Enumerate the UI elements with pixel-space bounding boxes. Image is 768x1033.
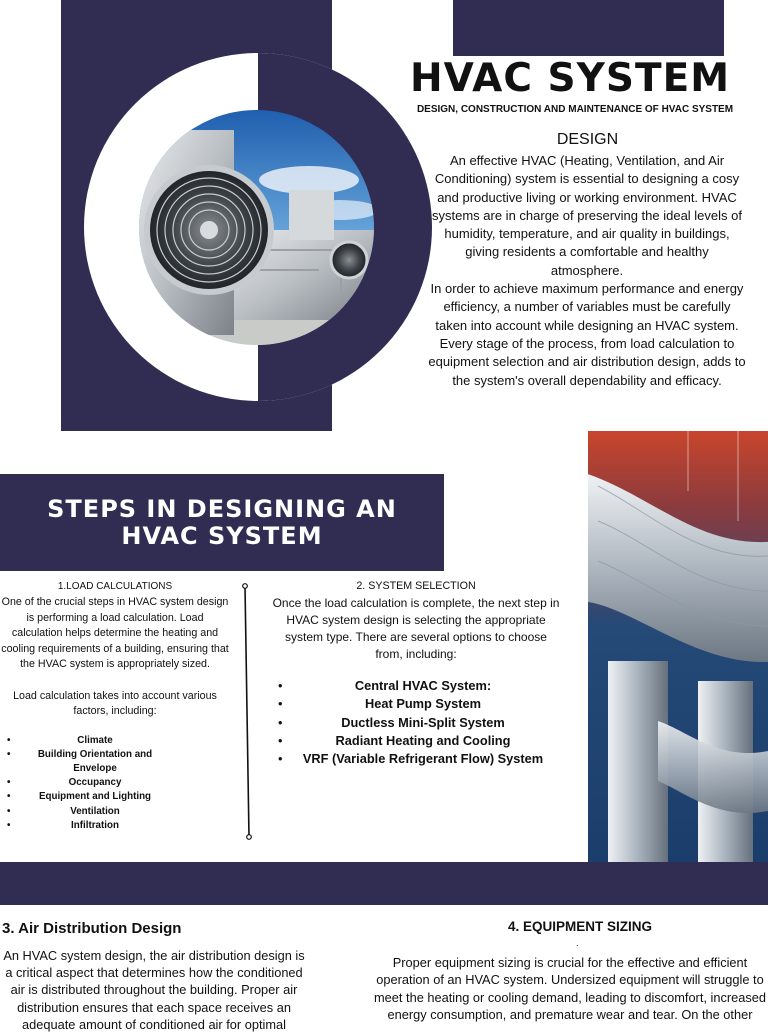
- list-item: • Infiltration: [0, 819, 230, 833]
- steps-title: STEPS IN DESIGNING AN HVAC SYSTEM: [47, 494, 397, 550]
- air-distribution-paragraph: An HVAC system design, the air distribution design is a critical aspect that determines how the conditioned air is distributed throughout the building. Proper air distribution ensures that each space receives an adequate amount of conditioned air for optimal: [3, 948, 305, 1032]
- hvac-units-photo: [139, 110, 374, 345]
- list-item: • Equipment and Lighting: [0, 790, 230, 804]
- page-subtitle: DESIGN, CONSTRUCTION AND MAINTENANCE OF HVAC SYSTEM: [416, 104, 734, 115]
- list-item: • Central HVAC System:: [270, 677, 562, 695]
- air-distribution-heading: 3. Air Distribution Design: [2, 920, 182, 937]
- equipment-sizing-heading: 4. EQUIPMENT SIZING: [507, 919, 653, 934]
- design-body: [428, 152, 746, 390]
- list-item: • VRF (Variable Refrigerant Flow) System: [270, 750, 562, 768]
- load-calculations-section: [0, 581, 230, 833]
- list-item: • Ventilation: [0, 805, 230, 819]
- equipment-sizing-paragraph: Proper equipment sizing is crucial for the effective and efficient operation of an HVAC system. Undersized equipment will struggle to meet the heating or cooling demand, leading to discomfort, increased energy consumption, and premature wear and tear. On the other: [374, 955, 766, 1023]
- design-paragraph-1: An effective HVAC (Heating, Ventilation, and Air Conditioning) system is essential to designing a cosy and productive living or working environment. HVAC systems are in charge of preserving the ideal levels of humidity, temperature, and air quality in buildings, giving residents a comfortable and healthy atmosphere.: [432, 153, 742, 278]
- list-item: • Ductless Mini-Split System: [270, 714, 562, 732]
- list-item: • Heat Pump System: [270, 695, 562, 713]
- equipment-sizing-dot: .: [576, 938, 579, 948]
- page-title: HVAC SYSTEM: [409, 56, 731, 101]
- load-calculations-paragraph-1: One of the crucial steps in HVAC system design is performing a load calculation. Load calculation helps determine the heating and cooling requirements of a building, ensuring that the HVAC system is appropriately sized.: [1, 596, 229, 670]
- bottom-navy-band: [0, 862, 768, 905]
- list-item: • Occupancy: [0, 776, 230, 790]
- list-item: • Radiant Heating and Cooling: [270, 732, 562, 750]
- top-right-navy-block: [453, 0, 724, 56]
- steps-banner: [0, 474, 444, 571]
- load-calculations-heading: 1.LOAD CALCULATIONS: [57, 581, 173, 592]
- design-paragraph-2: In order to achieve maximum performance and energy efficiency, a number of variables must be carefully taken into account while designing an HVAC system. Every stage of the process, from load calculation to equipment selection and air distribution design, adds to the system's overall dependability and efficacy.: [428, 281, 746, 388]
- system-selection-section: [270, 580, 562, 768]
- list-item: • Building Orientation and Envelope: [0, 748, 230, 776]
- system-selection-paragraph: Once the load calculation is complete, the next step in HVAC system design is selecting the appropriate system type. There are several options to choose from, including:: [272, 596, 560, 661]
- list-item: • Climate: [0, 734, 230, 748]
- load-calculations-paragraph-2: Load calculation takes into account various factors, including:: [13, 689, 217, 717]
- system-list: [270, 677, 562, 768]
- factor-list: [0, 734, 230, 833]
- vertical-divider-line: [240, 583, 254, 840]
- ductwork-photo: [588, 431, 768, 863]
- system-selection-heading: 2. SYSTEM SELECTION: [356, 580, 476, 592]
- design-heading: DESIGN: [556, 131, 619, 148]
